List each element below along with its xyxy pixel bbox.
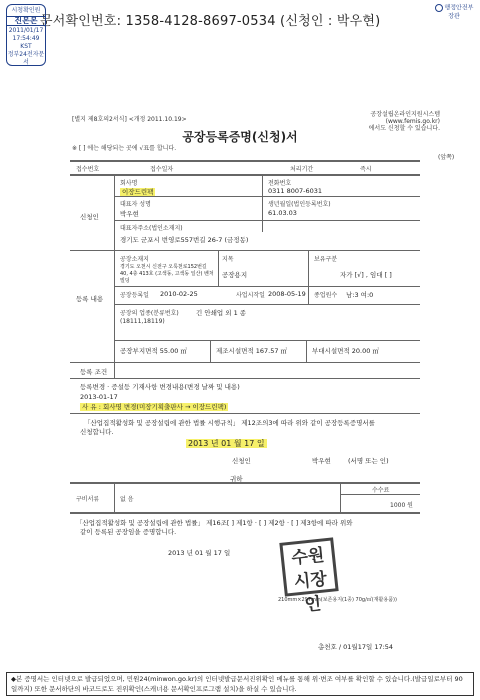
docs-label: 구비서류 xyxy=(76,496,100,503)
form-note: ※ [ ] 에는 해당되는 곳에 √표를 합니다. xyxy=(72,145,177,152)
paper-spec: 210mm×297mm(보존용지(1종) 70g/㎡(재활용품)) xyxy=(278,597,397,603)
reg-section-label: 등록 내용 xyxy=(76,295,104,303)
fee-label: 수수료 xyxy=(372,487,390,494)
birth-value: 61.03.03 xyxy=(268,209,297,217)
form-number: [별지 제8호의2서식] <개정 2011.10.19> xyxy=(72,116,187,123)
mfg-area: 제조시설면적 167.57 ㎡ xyxy=(216,347,288,355)
rep-name: 박우현 xyxy=(120,210,139,218)
employees-label: 종업원수 xyxy=(314,292,338,299)
fee-value: 1000 원 xyxy=(390,502,413,509)
company-label: 회사명 xyxy=(120,180,138,187)
form-source-top: 공장설립온라인지원시스템(www.femis.go.kr) xyxy=(370,111,440,125)
category-label: 지목 xyxy=(222,256,234,263)
emblem-icon xyxy=(435,4,443,12)
change-content: 사 유 : 회사명 변경(미장기획출판사 → 이장드린팩) xyxy=(82,403,227,411)
verification-notice xyxy=(6,672,474,696)
applicant-section-label: 신청인 xyxy=(80,213,99,221)
applicant-name: (신청인 : 박우현) xyxy=(280,14,381,29)
sign-note: (서명 또는 인) xyxy=(348,457,389,465)
cert-line1: 「산업집적활성화 및 공장설립에 관한 법률」 제16조[ ] 제1항 · [ ] 제2항 · [ ] 제3항에 따라 위와 xyxy=(76,519,353,527)
page-side: (앞쪽) xyxy=(438,154,455,161)
industry-label: 공장의 업종(분류번호) xyxy=(120,310,179,317)
site-area: 공장부지면적 55.00 ㎡ xyxy=(120,347,187,355)
statement-date: 2013 년 01 월 17 일 xyxy=(188,439,265,448)
condition-label: 등록 조건 xyxy=(80,368,108,376)
ministry-logo xyxy=(432,4,476,22)
stamp-time: 17:54:49 xyxy=(12,35,40,42)
reg-date-label: 공장등록일 xyxy=(120,292,149,299)
stamp-date: 2011/01/17 xyxy=(8,27,44,34)
industry-code: (18111,18119) xyxy=(120,318,165,325)
stamp-org: 정부24전자문서 xyxy=(7,51,45,66)
reg-date-value: 2010-02-25 xyxy=(160,290,198,298)
stamp-line1: 시청확인원 xyxy=(11,7,41,14)
category-value: 공장용지 xyxy=(222,271,248,279)
change-date: 2013-01-17 xyxy=(80,393,118,401)
op-date-value: 2008-05-19 xyxy=(268,290,306,298)
phone-value: 0311 8007-6031 xyxy=(268,187,323,195)
form-source-mid: 에서도 신청할 수 있습니다. xyxy=(368,125,440,132)
changes-heading: 등록변경 · 증설등 기재사항 변경내용(변경 날짜 및 내용) xyxy=(80,383,240,391)
seal-text: 수원시장인 xyxy=(290,545,328,616)
stamp-main: 진본본 xyxy=(7,16,45,26)
issue-stamp: 총천호 / 01월17일 17:54 xyxy=(318,643,394,651)
statement-line2: 신청합니다. xyxy=(80,428,114,436)
confirm-header: 문서확인번호: 1358-4128-8697-0534 (신청인 : 박우현) xyxy=(40,14,381,29)
statement-line1: 「산업집적활성화 및 공장설립에 관한 법률 시행규칙」 제12조의3에 따라 위와 같이 공장등록증명서를 xyxy=(84,419,375,427)
cert-line2: 같이 등록된 공장임을 증명합니다. xyxy=(80,528,177,536)
ownership-label: 보유구분 xyxy=(314,256,338,263)
location-value: 경기도 오천시 신전구 오룩천로152번길 40, 4층 413호 (고색동, 고색동 일산) 벤처빌딩 xyxy=(120,264,214,284)
document-title: 공장등록증명(신청)서 xyxy=(182,130,298,144)
receipt-no-label: 접수번호 xyxy=(76,166,100,173)
official-seal xyxy=(279,537,338,616)
rep-label: 대표자 성명 xyxy=(120,201,151,208)
confirm-label: 문서확인번호 xyxy=(40,14,117,29)
signer-name: 박우현 xyxy=(312,457,331,465)
location-label: 공장소재지 xyxy=(120,256,149,263)
period-value: 즉시 xyxy=(360,166,372,173)
ownership-value: 자가 [√] , 임대 [ ] xyxy=(340,271,392,279)
cert-date: 2013 년 01 월 17 일 xyxy=(168,549,231,557)
birth-label: 생년월일(법인등록번호) xyxy=(268,201,331,208)
period-label: 처리기간 xyxy=(290,166,314,173)
company-name: 이장드린팩 xyxy=(122,188,154,196)
stamp-code: KST xyxy=(20,43,32,50)
industry-value: 긴 안쇄업 외 1 종 xyxy=(196,309,247,317)
docs-content: 없 음 xyxy=(120,496,134,503)
addr-label: 대표자주소(법인소재지) xyxy=(120,225,183,232)
addr-value: 경기도 군포시 번영로557번길 26-7 (금정동) xyxy=(120,236,249,244)
aux-area: 부대시설면적 20.00 ㎡ xyxy=(312,347,379,355)
authenticity-stamp xyxy=(6,4,46,66)
signer-label: 신청인 xyxy=(232,457,251,465)
notice-text: ◆본 증명서는 인터넷으로 발급되었으며, 민원24(minwon.go.kr)의 인터넷발급문서진위확인 메뉴를 통해 위·변조 여부를 확인할 수 있습니다.(발급일로부터 90일까지) 또한 문서하단의 바코드로도 진위확인(스캐너용 문서확인프로그램 설치)을 하실 수 있습니다. xyxy=(11,675,463,693)
confirm-number: 1358-4128-8697-0534 xyxy=(125,14,276,29)
addressee: 귀하 xyxy=(230,475,243,483)
receipt-date-label: 접수일자 xyxy=(150,166,174,173)
op-date-label: 사업시작일 xyxy=(236,292,265,299)
ministry-text: 행정안전부장관 xyxy=(444,4,474,20)
employees-value: 남:3 여:0 xyxy=(346,291,374,299)
phone-label: 전화번호 xyxy=(268,180,292,187)
